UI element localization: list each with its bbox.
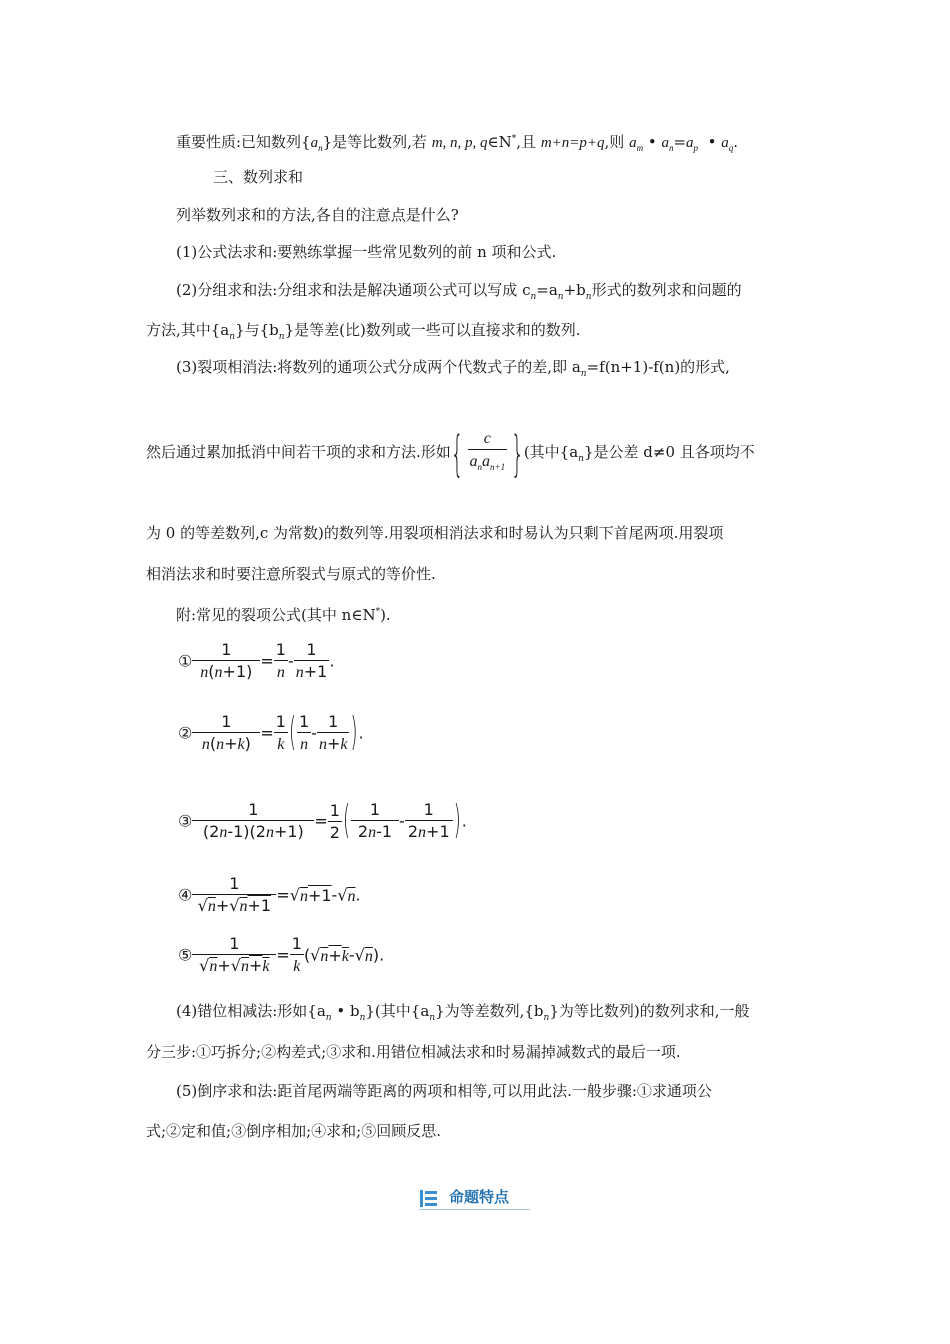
method-3-text-c: 然后通过累加抵消中间若干项的求和方法.形如 <box>146 443 451 461</box>
method-2-text-b: =a <box>536 281 558 299</box>
method-2-text-c: +b <box>563 281 586 299</box>
method-4-line-2: 分三步:①巧拆分;②构差式;③求和.用错位相减法求和时易漏掉减数式的最后一项. <box>146 1043 681 1061</box>
method-2-text-e: 方法,其中{a <box>146 321 230 339</box>
property-condition: m+n=p+q <box>540 135 605 151</box>
method-2-line-2: 方法,其中$\{a_n\}$与$\{b_n\}$是等差(比)数列或一些可以直接求和的数列. <box>146 321 581 342</box>
appendix-text: 附:常见的裂项公式(其中 n∈N <box>176 606 376 624</box>
method-3-line-4: 相消法求和时要注意所裂式与原式的等价性. <box>146 565 436 583</box>
formula-2-t1n: 1 <box>298 712 310 731</box>
property-text-4: ,且 <box>516 133 541 151</box>
formula-3-kn: 1 <box>329 800 340 820</box>
formula-5-num: 1 <box>192 934 276 955</box>
method-4-text-c: }(其中{a <box>365 1002 430 1020</box>
formula-1-minus: - <box>287 651 294 671</box>
formula-2-minus: - <box>311 723 317 743</box>
formula-5-kn: 1 <box>291 934 302 953</box>
method-4-text-e: }为等比数列)的数列求和,一般 <box>549 1002 750 1020</box>
formula-2-label: ② <box>178 723 193 743</box>
formula-5-label: ⑤ <box>178 945 193 965</box>
method-1: (1)公式法求和:要熟练掌握一些常见数列的前 n 项和公式. <box>176 243 557 261</box>
formula-3-minus: - <box>398 811 405 831</box>
formula-4-num: 1 <box>192 874 276 895</box>
property-line: 重要性质:已知数列$\{a_n\}$是等比数列,若 m, n, p, q∈N*,且 m+n=p+q,则 $a_m$ • $a_n=a_p$ • $a_q$. <box>176 133 738 153</box>
method-2-text-d: 形式的数列求和问题的 <box>591 281 742 299</box>
formula-3-end: . <box>461 811 467 831</box>
formula-2-t2n: 1 <box>317 712 350 733</box>
method-3-text-d: (其中{a <box>523 443 579 461</box>
property-text-2: }是等比数列,若 <box>322 133 432 151</box>
method-3-line-3: 为 0 的等差数列,c 为常数)的数列等.用裂项相消法求和时易认为只剩下首尾两项.用裂项 <box>146 524 724 542</box>
section-badge-icon <box>420 1190 437 1207</box>
formula-1-t1n: 1 <box>275 640 286 659</box>
formula-3-label: ③ <box>178 811 193 831</box>
formula-3-eq: = <box>314 811 328 831</box>
formula-1: ① $\frac{1}{n(n+1)}$ = $\frac{1}{n}$ - $\frac{1}{n+1}$ . <box>178 640 335 681</box>
formula-1-eq: = <box>260 651 274 671</box>
formula-2-end: . <box>358 723 364 743</box>
formula-3: ③ $\frac{1}{(2n-1)(2n+1)}$ = $\frac{1}{2}$ ( $\frac{1}{2n-1}$ - $\frac{1}{2n+1}$ ). <box>178 797 467 844</box>
method-2-text-g: }是等差(比)数列或一些可以直接求和的数列. <box>284 321 581 339</box>
question-line: 列举数列求和的方法,各自的注意点是什么? <box>176 206 459 224</box>
formula-4-label: ④ <box>178 885 193 905</box>
method-3-line-2: 然后通过累加抵消中间若干项的求和方法.形如{ $\frac{c}{a_na_{n+1}}$ }(其中$\{a_n\}$是公差 d≠0 且各项均不 <box>146 424 755 482</box>
formula-4: ④ $\frac{1}{√n+√n+1}$ =√n+1-√n. <box>178 874 361 915</box>
formula-2-kd: k <box>277 736 285 753</box>
formula-1-label: ① <box>178 651 193 671</box>
formula-3-kd: 2 <box>329 822 340 842</box>
formula-2: ② $\frac{1}{n(n+k)}$ = $\frac{1}{k}$ ( $\frac{1}{n}$ - $\frac{1}{n+k}$ ). <box>178 709 364 756</box>
method-3-text-b: =f(n+1)-f(n)的形式, <box>586 358 730 376</box>
method-4-text-d: }为等差数列,{b <box>435 1002 544 1020</box>
formula-2-num: 1 <box>192 712 260 733</box>
formula-1-t1d: n <box>276 664 285 681</box>
property-text-1: 重要性质:已知数列{ <box>176 133 311 151</box>
property-text-3: ∈N <box>487 133 512 151</box>
property-vars: m, n, p, q <box>431 135 488 151</box>
method-3-text-a: (3)裂项相消法:将数列的通项公式分成两个代数式子的差,即 a <box>176 358 581 376</box>
method-2-text-f: }与{b <box>235 321 279 339</box>
method-2-text-a: (2)分组求和法:分组求和法是解决通项公式可以写成 c <box>176 281 531 299</box>
formula-1-t2n: 1 <box>294 640 330 661</box>
formula-2-eq: = <box>260 723 274 743</box>
formula-3-num: 1 <box>192 800 314 821</box>
section-heading: 三、数列求和 <box>213 168 304 186</box>
method-4-line-1: (4)错位相减法:形如{$a_n$ • $b_n$}(其中$\{a_n\}$为等差数列$,\{b_n\}$为等比数列)的数列求和,一般 <box>176 1002 750 1023</box>
method-5-line-2: 式;②定和值;③倒序相加;④求和;⑤回顾反思. <box>146 1122 441 1140</box>
formula-3-t1n: 1 <box>351 800 399 821</box>
formula-5: ⑤ $\frac{1}{√n+√n+k}$ = $\frac{1}{k}$ (√n+k-√n). <box>178 934 385 975</box>
method-4-text-a: (4)错位相减法:形如{a <box>176 1002 326 1020</box>
appendix-line: 附:常见的裂项公式(其中 n∈N*). <box>176 606 391 624</box>
method-4-text-b: • b <box>331 1002 360 1020</box>
method-5-line-1: (5)倒序求和法:距首尾两端等距离的两项和相等,可以用此法.一般步骤:①求通项公 <box>176 1082 712 1100</box>
appendix-end: ). <box>380 606 391 624</box>
formula-2-t1d: n <box>300 736 309 753</box>
method-2-line-1: (2)分组求和法:分组求和法是解决通项公式可以写成 $c_n=a_n+b_n$形式的数列求和问题的 <box>176 281 742 302</box>
formula-5-kd: k <box>293 958 301 975</box>
formula-1-num: 1 <box>192 640 260 661</box>
formula-5-eq: = <box>276 945 290 965</box>
section-badge <box>419 1186 530 1210</box>
formula-2-kn: 1 <box>275 712 286 731</box>
method-3-line-1: (3)裂项相消法:将数列的通项公式分成两个代数式子的差,即 $a_n=f(n+1)-f(n)$的形式, <box>176 358 730 379</box>
formula-1-end: . <box>329 651 335 671</box>
formula-3-t2n: 1 <box>405 800 453 821</box>
method-3-text-e: }是公差 d≠0 且各项均不 <box>583 443 755 461</box>
section-badge-title: 命题特点 <box>449 1188 510 1206</box>
property-text-5: ,则 <box>604 133 630 151</box>
